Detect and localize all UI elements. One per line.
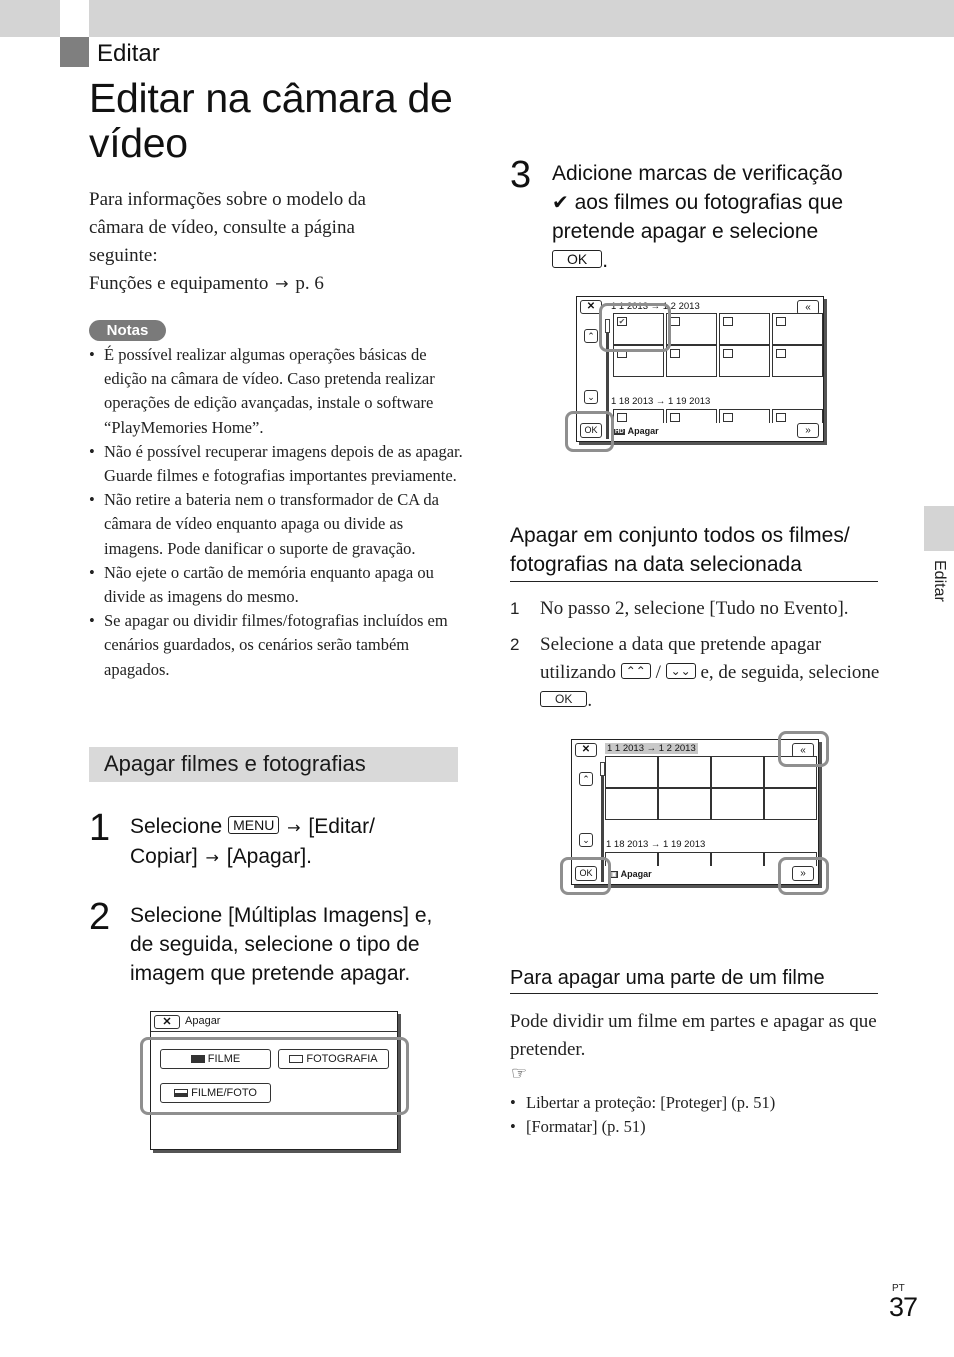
- step-3-end: .: [602, 249, 609, 272]
- arrow-right-icon: →: [287, 818, 301, 837]
- ok-key-icon: OK: [540, 691, 587, 707]
- thumbnail[interactable]: [711, 852, 764, 866]
- note-item: • Não é possível recuperar imagens depois de as apagar. Guarde filmes e fotografias importantes previamente.: [89, 440, 464, 488]
- checkbox[interactable]: [723, 349, 733, 358]
- step-number: 3: [510, 154, 532, 196]
- thumbnail[interactable]: [658, 788, 711, 820]
- step-text: [552, 159, 887, 275]
- step-2-line3: imagem que pretende apagar.: [130, 962, 411, 985]
- intro-line1: Para informações sobre o modelo da: [89, 189, 366, 210]
- ok-key-icon: OK: [552, 250, 602, 268]
- checkbox[interactable]: [670, 349, 680, 358]
- hd-movie-icon: HD: [615, 429, 624, 435]
- top-band: [0, 0, 954, 37]
- checkbox[interactable]: [670, 317, 680, 326]
- thumbnail[interactable]: [719, 409, 770, 423]
- thumbnail[interactable]: [772, 345, 823, 377]
- thumbnail[interactable]: [711, 788, 764, 820]
- fast-up-button[interactable]: «: [792, 743, 814, 758]
- thumbnail[interactable]: [605, 756, 658, 788]
- step-number: 2: [89, 896, 111, 938]
- notes-list: [89, 343, 464, 682]
- side-tab[interactable]: [924, 506, 954, 551]
- thumbnail[interactable]: [666, 313, 717, 345]
- thumbnail[interactable]: [772, 313, 823, 345]
- part-paragraph: Pode dividir um filme em partes e apagar as que pretender.: [510, 1011, 877, 1060]
- checkbox[interactable]: [723, 413, 733, 422]
- note-item: • Se apagar ou dividir filmes/fotografias incluídos em cenários guardados, os cenários serão também apagados.: [89, 609, 464, 682]
- checkbox[interactable]: [617, 413, 627, 422]
- language-code: PT: [892, 1283, 905, 1294]
- ok-button[interactable]: OK: [580, 423, 602, 438]
- option-label: FILME: [207, 1053, 241, 1065]
- notes-badge: Notas: [89, 320, 166, 341]
- step-text: [130, 901, 460, 988]
- step-1-line2a: Copiar]: [130, 845, 198, 868]
- separator: /: [655, 662, 661, 683]
- scroll-down-button[interactable]: ⌄: [584, 390, 598, 404]
- item-text: No passo 2, selecione [Tudo no Evento].: [540, 598, 849, 619]
- note-item: • É possível realizar algumas operações básicas de edição na câmara de vídeo. Caso pretenda realizar operações de edição avançadas, instale o software “PlayMemories Home”.: [89, 343, 464, 440]
- checkbox[interactable]: [776, 317, 786, 326]
- close-button[interactable]: ✕: [154, 1015, 180, 1029]
- step-3-line2: aos filmes ou fotografias que: [574, 191, 844, 214]
- close-button[interactable]: ✕: [575, 743, 597, 757]
- subsection-header-all: [510, 521, 878, 582]
- thumbnail[interactable]: [772, 409, 823, 423]
- section-marker: [60, 37, 89, 67]
- intro-line3: seguinte:: [89, 245, 158, 266]
- movie-photo-icon: ▣: [611, 872, 617, 878]
- fast-down-key-icon: ⌄⌄: [666, 663, 696, 679]
- checkbox[interactable]: [670, 413, 680, 422]
- highlight-fast-up: [778, 731, 829, 767]
- highlight-fast-down: [778, 857, 829, 895]
- footer-label: Apagar: [620, 869, 652, 879]
- reference-link[interactable]: • [Formatar] (p. 51): [510, 1115, 775, 1139]
- heading-line1: Apagar em conjunto todos os filmes/: [510, 524, 850, 547]
- fast-down-button[interactable]: »: [797, 423, 819, 438]
- scroll-up-button[interactable]: ⌃: [584, 329, 598, 343]
- intro-ref-link[interactable]: p. 6: [295, 273, 324, 294]
- list-item: [510, 631, 880, 715]
- highlight-checked-thumbnail: [599, 303, 671, 352]
- note-item: • Não retire a bateria nem o transformador de CA da câmara de vídeo enquanto apaga ou divide as imagens. Pode danificar o suporte de gravação.: [89, 488, 464, 561]
- step-2-line2: de seguida, selecione o tipo de: [130, 933, 420, 956]
- step-number: 1: [89, 807, 111, 849]
- fast-up-key-icon: ⌃⌃: [621, 663, 651, 679]
- step-1-line2b: [Apagar].: [226, 845, 313, 868]
- list-item: [510, 595, 880, 623]
- item-number: 1: [510, 599, 520, 618]
- item-end: .: [587, 690, 593, 711]
- step-2-line1: Selecione [Múltiplas Imagens] e,: [130, 904, 433, 927]
- date-range-bottom: 1 18 2013 → 1 19 2013: [606, 839, 706, 850]
- heading-line2: fotografias na data selecionada: [510, 553, 802, 576]
- thumbnail[interactable]: [764, 788, 817, 820]
- fast-up-button[interactable]: «: [797, 300, 819, 315]
- thumbnail[interactable]: [605, 852, 658, 866]
- menu-key-icon: MENU: [228, 816, 279, 834]
- intro-ref-text: Funções e equipamento: [89, 273, 269, 294]
- screen-title: Apagar: [185, 1015, 221, 1027]
- highlight-ok-button: [560, 857, 611, 895]
- reference-list: [510, 1091, 775, 1139]
- pointer-hand-icon: ☞: [511, 1063, 528, 1084]
- page-title-line2: vídeo: [89, 120, 188, 166]
- checkmark-icon: ✔: [552, 190, 569, 214]
- scroll-up-button[interactable]: ⌃: [579, 772, 593, 786]
- item-text-post: e, de seguida, selecione: [700, 662, 880, 683]
- thumbnail[interactable]: [658, 852, 711, 866]
- option-label: FILME/FOTO: [191, 1087, 257, 1099]
- subsection-title: Apagar filmes e fotografias: [104, 751, 366, 776]
- page-number: 37: [889, 1292, 918, 1322]
- footer-label: Apagar: [627, 426, 659, 436]
- step-1: [89, 808, 459, 872]
- note-item: • Não ejete o cartão de memória enquanto apaga ou divide as imagens do mesmo.: [89, 561, 464, 609]
- checkbox[interactable]: [776, 349, 786, 358]
- step-2: [89, 897, 459, 989]
- intro-line2: câmara de vídeo, consulte a página: [89, 217, 355, 238]
- intro-paragraph: [89, 186, 459, 298]
- checkbox-checked[interactable]: ✔: [618, 317, 626, 326]
- date-range-bottom: 1 18 2013 → 1 19 2013: [611, 396, 711, 407]
- page-title: [89, 76, 469, 166]
- item-text-pre: Selecione a data que pretende apagar utilizando: [540, 634, 822, 683]
- close-button[interactable]: ✕: [580, 300, 602, 314]
- top-band-gap: [60, 0, 89, 37]
- section-label: Editar: [97, 40, 160, 67]
- screen-footer: [614, 426, 659, 436]
- highlight-options: [140, 1037, 409, 1115]
- subsection-header-part: Para apagar uma parte de um filme: [510, 965, 878, 994]
- thumbnail[interactable]: [711, 756, 764, 788]
- thumbnail[interactable]: [666, 345, 717, 377]
- thumbnail[interactable]: [605, 788, 658, 820]
- checkbox[interactable]: [776, 413, 786, 422]
- thumbnail[interactable]: [719, 313, 770, 345]
- step-3: [510, 155, 890, 275]
- reference-link[interactable]: • Libertar a proteção: [Proteger] (p. 51): [510, 1091, 775, 1115]
- step-1-pre: Selecione: [130, 815, 223, 838]
- item-number: 2: [510, 635, 520, 654]
- side-tab-label: Editar: [931, 560, 948, 602]
- page-title-line1: Editar na câmara de: [89, 75, 453, 121]
- checkbox[interactable]: [723, 317, 733, 326]
- fast-down-button[interactable]: »: [792, 866, 814, 881]
- step-1-mid: [Editar/: [308, 815, 375, 838]
- thumbnail[interactable]: [666, 409, 717, 423]
- screen-header: [151, 1012, 397, 1032]
- arrow-right-icon: →: [275, 274, 289, 293]
- thumbnail[interactable]: [658, 756, 711, 788]
- ok-button[interactable]: OK: [575, 866, 597, 881]
- step-3-line1: Adicione marcas de verificação: [552, 162, 843, 185]
- thumbnail[interactable]: [613, 409, 664, 423]
- arrow-right-icon: →: [205, 848, 219, 867]
- all-steps-list: [510, 595, 880, 715]
- option-label: FOTOGRAFIA: [306, 1053, 378, 1065]
- step-3-line3: pretende apagar e selecione: [552, 220, 819, 243]
- step-text: [130, 812, 460, 872]
- thumbnail[interactable]: [719, 345, 770, 377]
- screen-footer: [610, 869, 652, 879]
- subsection-header-delete: [89, 747, 458, 782]
- date-range-selected[interactable]: 1 1 2013 → 1 2 2013: [607, 743, 696, 754]
- scroll-down-button[interactable]: ⌄: [579, 833, 593, 847]
- date-range-top: 1 1 2013 → 1 2 2013: [611, 301, 700, 312]
- highlight-ok-button: [565, 411, 614, 452]
